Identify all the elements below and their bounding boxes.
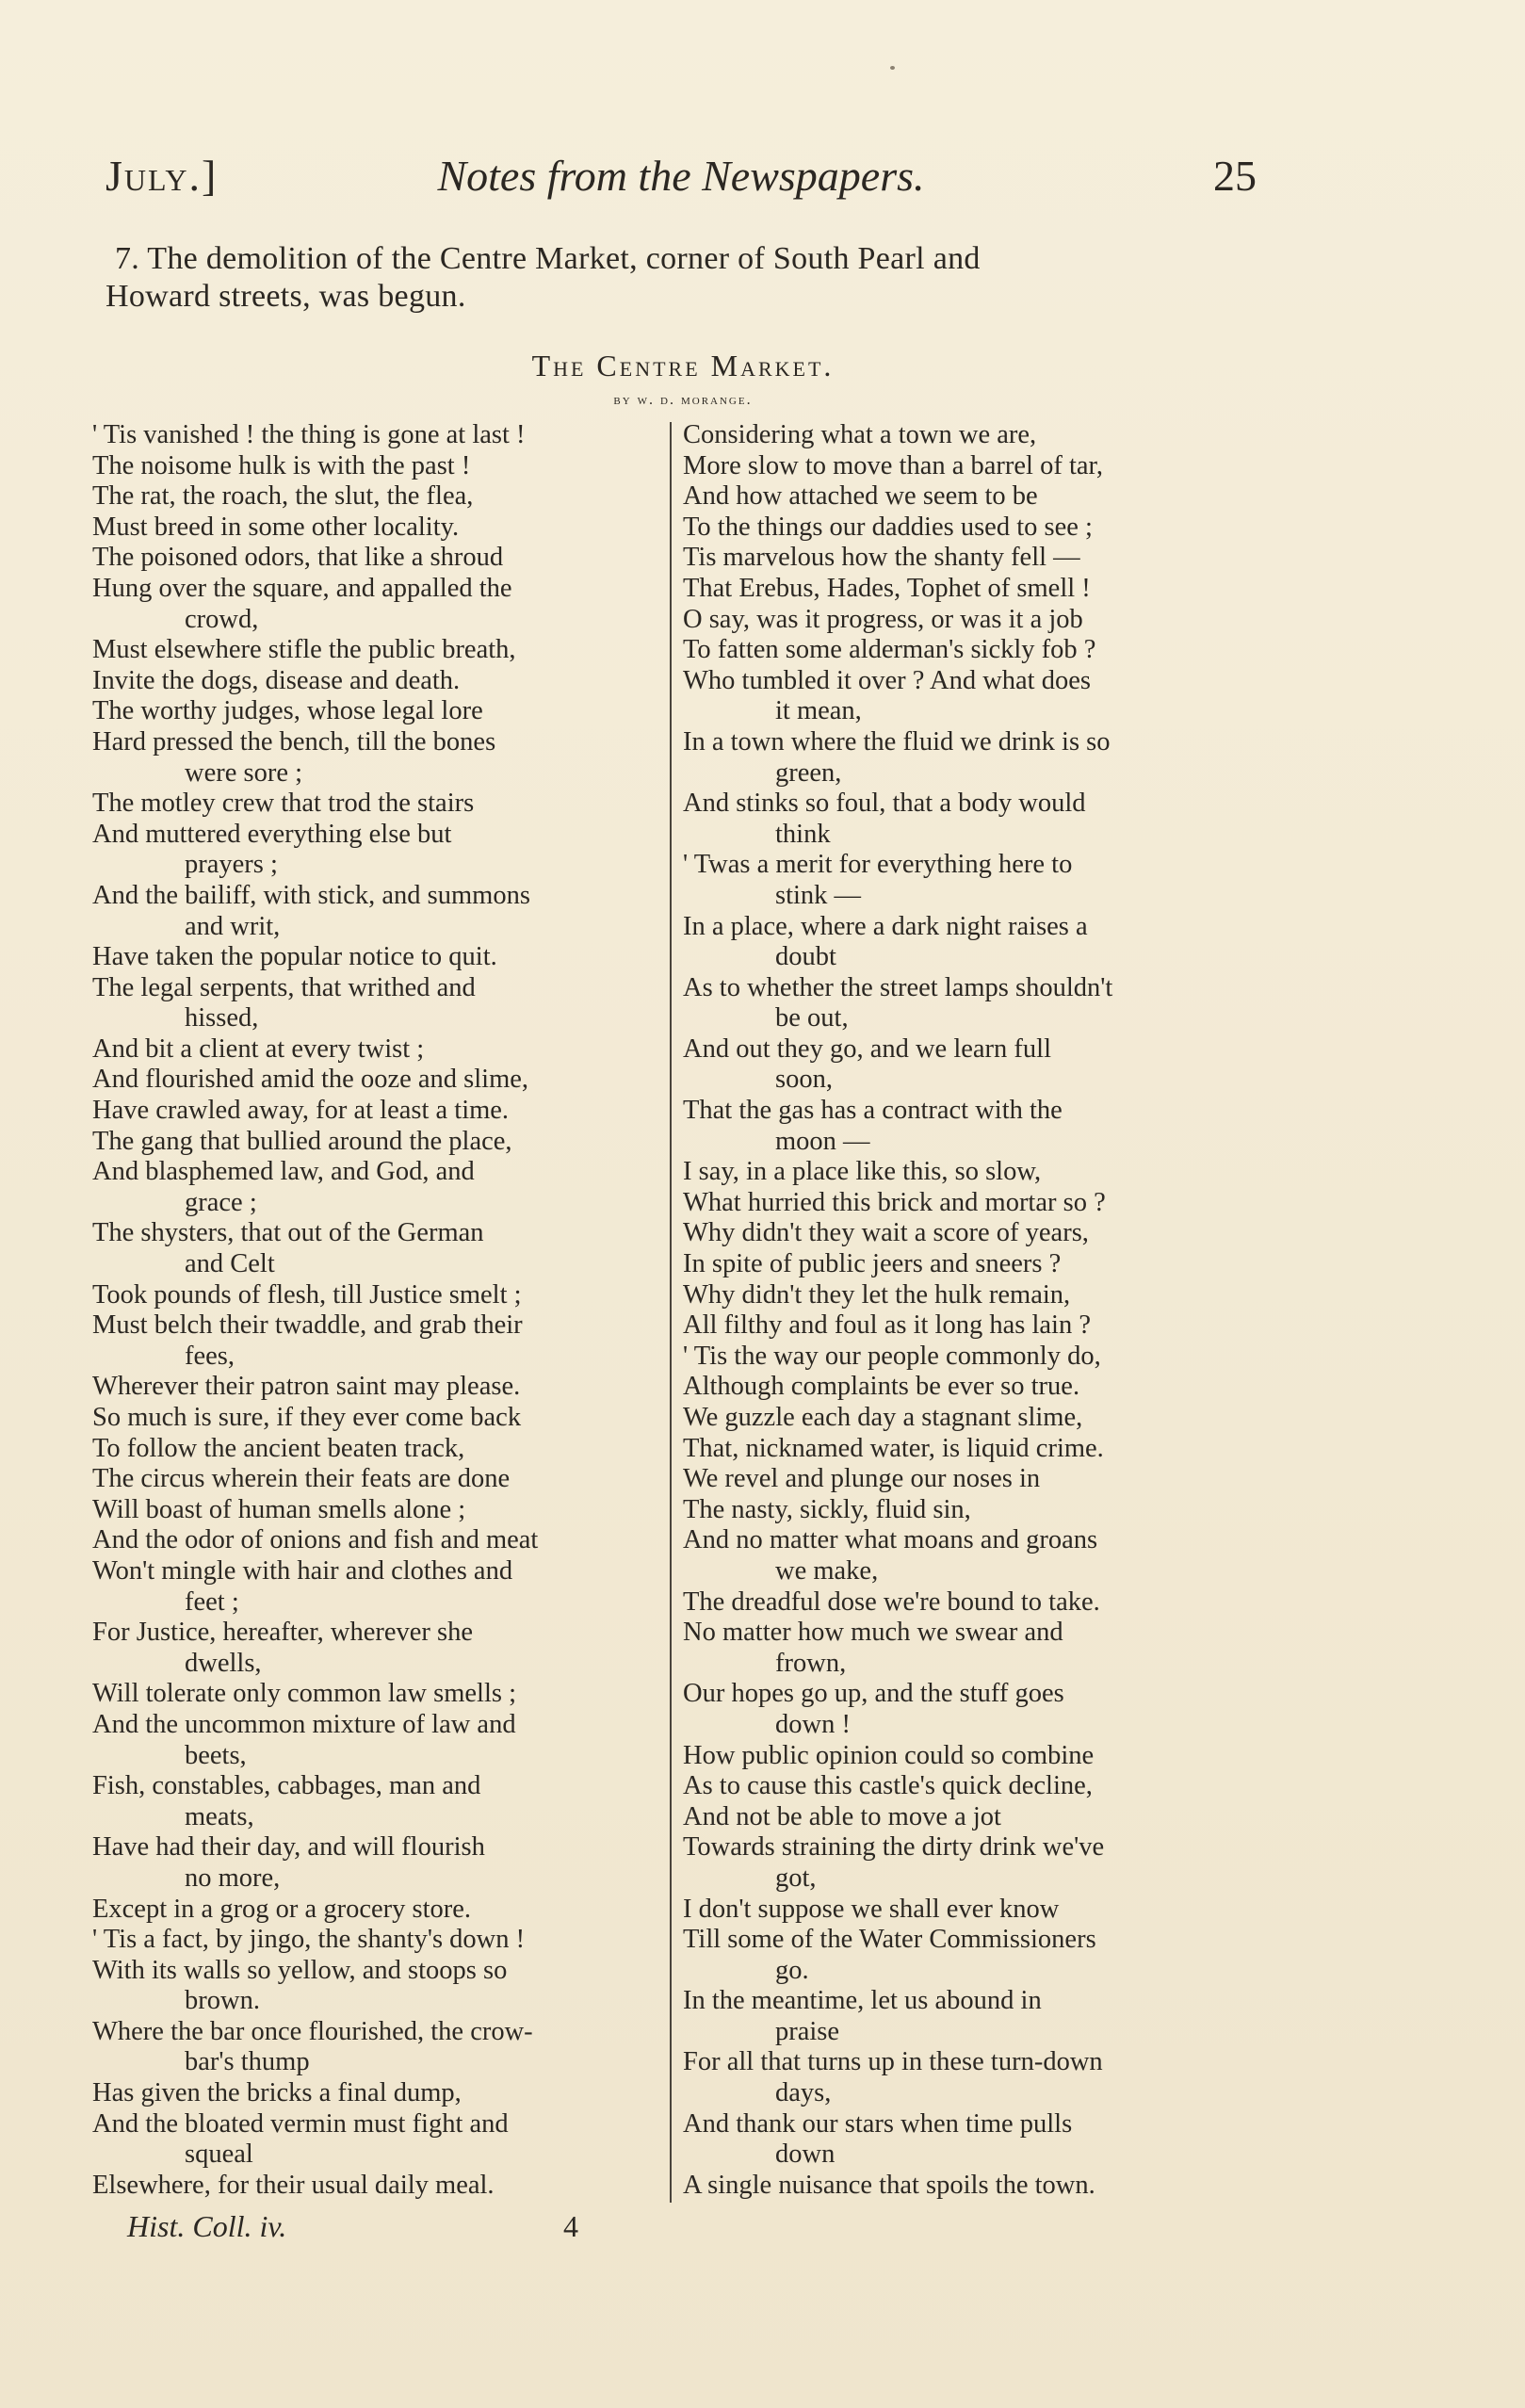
poem-line: ' Tis a fact, by jingo, the shanty's down ! xyxy=(92,1925,526,1955)
poem-line: Must belch their twaddle, and grab their xyxy=(92,1310,523,1341)
footer-signature: Hist. Coll. iv. xyxy=(127,2209,287,2243)
poem-line: Invite the dogs, disease and death. xyxy=(92,665,461,695)
poem-line: And the bailiff, with stick, and summons xyxy=(92,880,530,910)
poem-line: Except in a grog or a grocery store. xyxy=(92,1894,472,1924)
poem-line: Who tumbled it over ? And what does xyxy=(683,665,1091,695)
poem-line: In the meantime, let us abound in xyxy=(683,1986,1042,2016)
poem-line: The worthy judges, whose legal lore xyxy=(92,696,483,726)
poem-line: Must elsewhere stifle the public breath, xyxy=(92,635,516,665)
poem-line: Tis marvelous how the shanty fell — xyxy=(683,543,1080,573)
poem-line: Till some of the Water Commissioners xyxy=(683,1925,1096,1955)
poem-line: And thank our stars when time pulls xyxy=(683,2108,1073,2139)
poem-line: More slow to move than a barrel of tar, xyxy=(683,450,1104,480)
poem-line: No matter how much we swear and xyxy=(683,1618,1063,1648)
poem-line: Wherever their patron saint may please. xyxy=(92,1372,521,1402)
poem-line: And no matter what moans and groans xyxy=(683,1525,1098,1555)
poem-line: hissed, xyxy=(185,1003,259,1033)
poem-line: And out they go, and we learn full xyxy=(683,1033,1051,1064)
poem-line: frown, xyxy=(775,1648,847,1678)
poem-line: We guzzle each day a stagnant slime, xyxy=(683,1403,1083,1432)
poem-line: And flourished amid the ooze and slime, xyxy=(92,1065,529,1095)
poem-line: And the uncommon mixture of law and xyxy=(92,1709,516,1739)
poem-line: And the bloated vermin must fight and xyxy=(92,2108,509,2139)
poem-line: it mean, xyxy=(775,696,862,726)
poem-line: Fish, constables, cabbages, man and xyxy=(92,1771,481,1801)
poem-line: To the things our daddies used to see ; xyxy=(683,512,1093,542)
poem-line: Our hopes go up, and the stuff goes xyxy=(683,1679,1064,1709)
poem-line: Why didn't they let the hulk remain, xyxy=(683,1279,1071,1310)
header-month: July.] xyxy=(105,152,219,200)
poem-line: In a place, where a dark night raises a xyxy=(683,911,1088,941)
poem-title: The Centre Market. xyxy=(531,349,835,382)
poem-line: The legal serpents, that writhed and xyxy=(92,972,476,1002)
poem-line: Where the bar once flourished, the crow- xyxy=(92,2016,533,2046)
poem-line: Took pounds of flesh, till Justice smelt ; xyxy=(92,1279,522,1310)
poem-line: down xyxy=(775,2140,836,2170)
poem-line: In spite of public jeers and sneers ? xyxy=(683,1249,1062,1279)
poem-line: Will tolerate only common law smells ; xyxy=(92,1679,517,1709)
poem-line: Has given the bricks a final dump, xyxy=(92,2078,462,2108)
poem-line: That the gas has a contract with the xyxy=(683,1096,1063,1126)
poem-line: moon — xyxy=(775,1126,870,1156)
poem-line: feet ; xyxy=(185,1586,239,1617)
poem-line: And how attached we seem to be xyxy=(683,481,1038,512)
poem-line: And not be able to move a jot xyxy=(683,1801,1001,1831)
header-running-title: Notes from the Newspapers. xyxy=(437,152,925,200)
intro-line-2: Howard streets, was begun. xyxy=(105,279,466,314)
poem-line: crowd, xyxy=(185,604,259,634)
poem-line: days, xyxy=(775,2078,832,2108)
poem-line: I don't suppose we shall ever know xyxy=(683,1894,1060,1924)
poem-line: go. xyxy=(775,1955,809,1985)
poem-line: brown. xyxy=(185,1986,260,2016)
poem-line: The motley crew that trod the stairs xyxy=(92,789,475,819)
poem-line: The dreadful dose we're bound to take. xyxy=(683,1586,1100,1617)
running-header xyxy=(105,151,1257,217)
poem-line: Will boast of human smells alone ; xyxy=(92,1494,466,1524)
poem-line: think xyxy=(775,819,831,849)
poem-line: So much is sure, if they ever come back xyxy=(92,1403,522,1432)
poem-line: The rat, the roach, the slut, the flea, xyxy=(92,481,474,512)
ink-speck xyxy=(890,66,895,70)
poem-line: ' Tis the way our people commonly do, xyxy=(683,1341,1101,1371)
header-page-number: 25 xyxy=(1213,152,1257,200)
poem-line: Have had their day, and will flourish xyxy=(92,1832,485,1863)
poem-line: be out, xyxy=(775,1003,849,1033)
poem-line: The nasty, sickly, fluid sin, xyxy=(683,1494,971,1524)
poem-line: To fatten some alderman's sickly fob ? xyxy=(683,635,1096,665)
poem-line: green, xyxy=(775,757,842,788)
poem-line: For all that turns up in these turn-down xyxy=(683,2047,1103,2077)
poem-byline: by w. d. morange. xyxy=(613,392,753,408)
poem-line: To follow the ancient beaten track, xyxy=(92,1433,465,1463)
poem-line: soon, xyxy=(775,1065,833,1095)
intro-paragraph xyxy=(105,240,1255,316)
poem-line: With its walls so yellow, and stoops so xyxy=(92,1955,508,1985)
poem-line: How public opinion could so combine xyxy=(683,1740,1095,1770)
poem-line: fees, xyxy=(185,1341,235,1371)
poem-line: The noisome hulk is with the past ! xyxy=(92,450,471,480)
poem-line: were sore ; xyxy=(185,757,303,788)
poem-line: That, nicknamed water, is liquid crime. xyxy=(683,1433,1104,1463)
poem-line: Have taken the popular notice to quit. xyxy=(92,942,497,972)
poem-line: The gang that bullied around the place, xyxy=(92,1126,512,1156)
poem-line: ' Tis vanished ! the thing is gone at last ! xyxy=(92,420,526,449)
column-rule xyxy=(670,422,672,2203)
poem-line: doubt xyxy=(775,942,836,972)
poem-line: What hurried this brick and mortar so ? xyxy=(683,1187,1106,1217)
poem-line: Won't mingle with hair and clothes and xyxy=(92,1555,513,1586)
poem-line: dwells, xyxy=(185,1648,262,1678)
poem-line: The circus wherein their feats are done xyxy=(92,1464,511,1494)
poem-line: Have crawled away, for at least a time. xyxy=(92,1096,510,1126)
poem-line: meats, xyxy=(185,1801,254,1831)
poem-line: squeal xyxy=(185,2140,253,2170)
poem-line: grace ; xyxy=(185,1187,257,1217)
poem-line: Although complaints be ever so true. xyxy=(683,1372,1080,1402)
poem-line: Hung over the square, and appalled the xyxy=(92,573,512,603)
poem-line: got, xyxy=(775,1863,817,1893)
poem-line: Why didn't they wait a score of years, xyxy=(683,1218,1089,1248)
poem-line: stink — xyxy=(775,880,862,910)
poem-line: That Erebus, Hades, Tophet of smell ! xyxy=(683,573,1091,603)
poem-line: A single nuisance that spoils the town. xyxy=(683,2170,1095,2200)
poem-line: Elsewhere, for their usual daily meal. xyxy=(92,2170,495,2200)
poem-line: And muttered everything else but xyxy=(92,819,452,849)
poem-line: In a town where the fluid we drink is so xyxy=(683,726,1111,757)
poem-line: Hard pressed the bench, till the bones xyxy=(92,726,496,757)
poem-line: And stinks so foul, that a body would xyxy=(683,789,1086,819)
poem-line: For Justice, hereafter, wherever she xyxy=(92,1618,474,1648)
poem-line: Towards straining the dirty drink we've xyxy=(683,1832,1105,1863)
intro-line-1: 7. The demolition of the Centre Market, corner of South Pearl and xyxy=(115,241,981,276)
poem-line: The poisoned odors, that like a shroud xyxy=(92,543,504,573)
poem-line: And the odor of onions and fish and meat xyxy=(92,1525,539,1555)
poem-line: O say, was it progress, or was it a job xyxy=(683,604,1083,634)
poem-line: I say, in a place like this, so slow, xyxy=(683,1157,1042,1187)
poem-line: and writ, xyxy=(185,911,281,941)
poem-line: As to whether the street lamps shouldn't xyxy=(683,972,1113,1002)
poem-line: no more, xyxy=(185,1863,281,1893)
poem-line: We revel and plunge our noses in xyxy=(683,1464,1041,1494)
poem-left-column xyxy=(92,420,663,2201)
poem-line: ' Twas a merit for everything here to xyxy=(683,850,1073,880)
poem-line: beets, xyxy=(185,1740,247,1770)
poem-line: down ! xyxy=(775,1709,851,1739)
poem-line: All filthy and foul as it long has lain ? xyxy=(683,1310,1091,1341)
poem-line: and Celt xyxy=(185,1249,275,1279)
footer-signature-number: 4 xyxy=(563,2209,578,2243)
poem-line: And bit a client at every twist ; xyxy=(92,1033,425,1064)
poem-line: we make, xyxy=(775,1555,879,1586)
poem-line: bar's thump xyxy=(185,2047,310,2077)
poem-line: prayers ; xyxy=(185,850,278,880)
poem-line: praise xyxy=(775,2016,840,2046)
poem-line: The shysters, that out of the German xyxy=(92,1218,484,1248)
poem-line: And blasphemed law, and God, and xyxy=(92,1157,475,1187)
poem-right-column xyxy=(683,420,1248,2201)
poem-line: Considering what a town we are, xyxy=(683,420,1037,449)
poem-line: Must breed in some other locality. xyxy=(92,512,460,542)
poem-line: As to cause this castle's quick decline, xyxy=(683,1771,1093,1801)
page-footer xyxy=(127,2209,617,2247)
